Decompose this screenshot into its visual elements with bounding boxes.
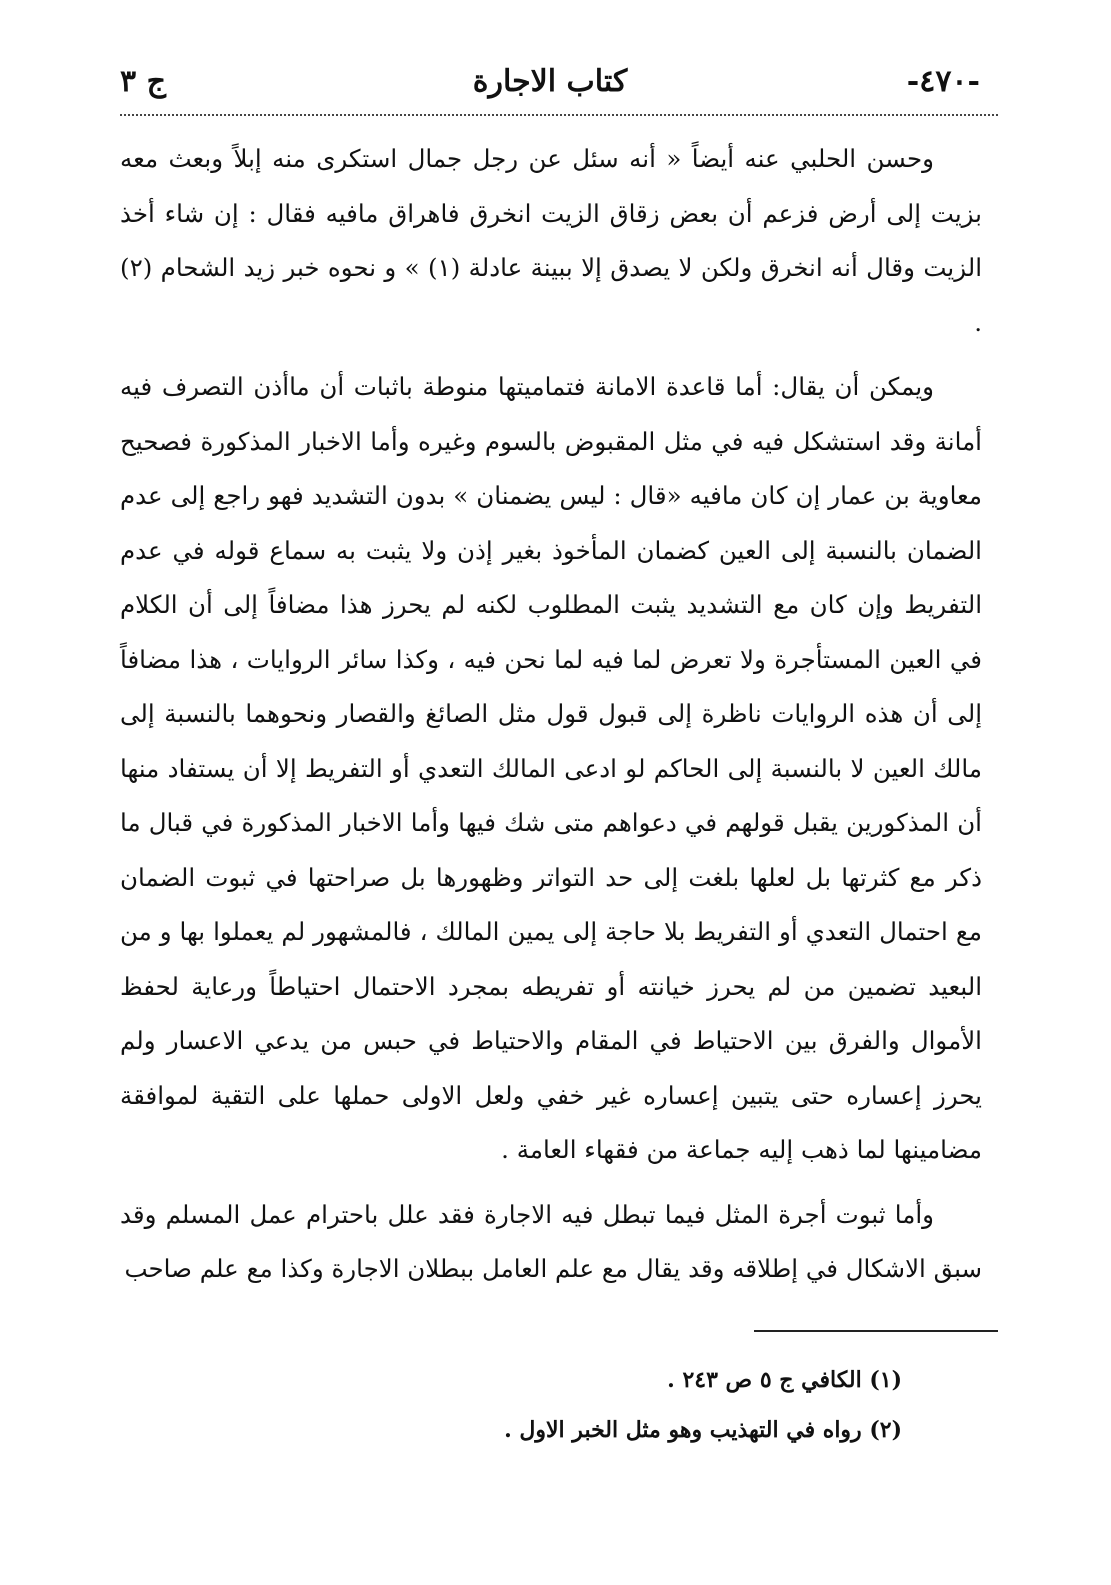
footnote: (٢) رواه في التهذيب وهو مثل الخبر الاول . (504, 1417, 902, 1443)
footnotes (120, 1358, 902, 1458)
paragraph: ويمكن أن يقال: أما قاعدة الامانة فتماميتها منوطة باثبات أن ماأذن التصرف فيه أمانة وقد استشكل فيه في مثل المقبوض بالسوم وغيره وأما الاخبار المذكورة فصحيح معاوية بن عمار إن كان مافيه «قال : ليس يضمنان » بدون التشديد فهو راجع إلى عدم الضمان بالنسبة إلى العين كضمان المأخوذ بغير إذن ولا يثبت به سماع قوله في عدم التفريط وإن كان مع التشديد يثبت المطلوب لكنه لم يحرز هذا مضافاً إلى أن الكلام في العين المستأجرة ولا تعرض لما فيه لما نحن فيه ، وكذا سائر الروايات ، هذا مضافاً إلى أن هذه الروايات ناظرة إلى قبول قول مثل الصائغ والقصار ونحوهما بالنسبة إلى مالك العين لا بالنسبة إلى الحاكم لو ادعى المالك التعدي أو التفريط إلا أن يستفاد منها أن المذكورين يقبل قولهم في دعواهم متى شك فيها وأما الاخبار المذكورة في قبال ما ذكر مع كثرتها بل لعلها بلغت إلى حد التواتر وظهورها بل صراحتها في ثبوت الضمان مع احتمال التعدي أو التفريط بلا حاجة إلى يمين المالك ، فالمشهور لم يعملوا بها و من البعيد تضمين من لم يحرز خيانته أو تفريطه بمجرد الاحتمال احتياطاً ورعاية لحفظ الأموال والفرق بين الاحتياط في المقام والاحتياط في حبس من يدعي الاعسار ولم يحرز إعساره حتى يتبين إعساره غير خفي ولعل الاولى حملها على التقية لموافقة مضامينها لما ذهب إليه جماعة من فقهاء العامة . (120, 372, 982, 1164)
page-header (120, 58, 980, 110)
running-title: كتاب الاجارة (472, 64, 628, 99)
volume-label: ج ٣ (120, 64, 166, 99)
page-number: -٤٧٠- (906, 64, 980, 99)
paragraph: وحسن الحلبي عنه أيضاً « أنه سئل عن رجل جمال استكرى منه إبلاً وبعث معه بزيت إلى أرض فزعم أن بعض زقاق الزيت انخرق فاهراق مافيه فقال : إن شاء أخذ الزيت وقال أنه انخرق ولكن لا يصدق إلا ببينة عادلة (١) » و نحوه خبر زيد الشحام (٢) . (120, 144, 982, 337)
main-text (120, 132, 982, 1297)
header-divider (120, 114, 998, 116)
footnote-divider (754, 1330, 998, 1332)
footnote: (١) الكافي ج ٥ ص ٢٤٣ . (667, 1367, 902, 1393)
paragraph: وأما ثبوت أجرة المثل فيما تبطل فيه الاجارة فقد علل باحترام عمل المسلم وقد سبق الاشكال في إطلاقه وقد يقال مع علم العامل ببطلان الاجارة وكذا مع علم صاحب (120, 1199, 982, 1283)
